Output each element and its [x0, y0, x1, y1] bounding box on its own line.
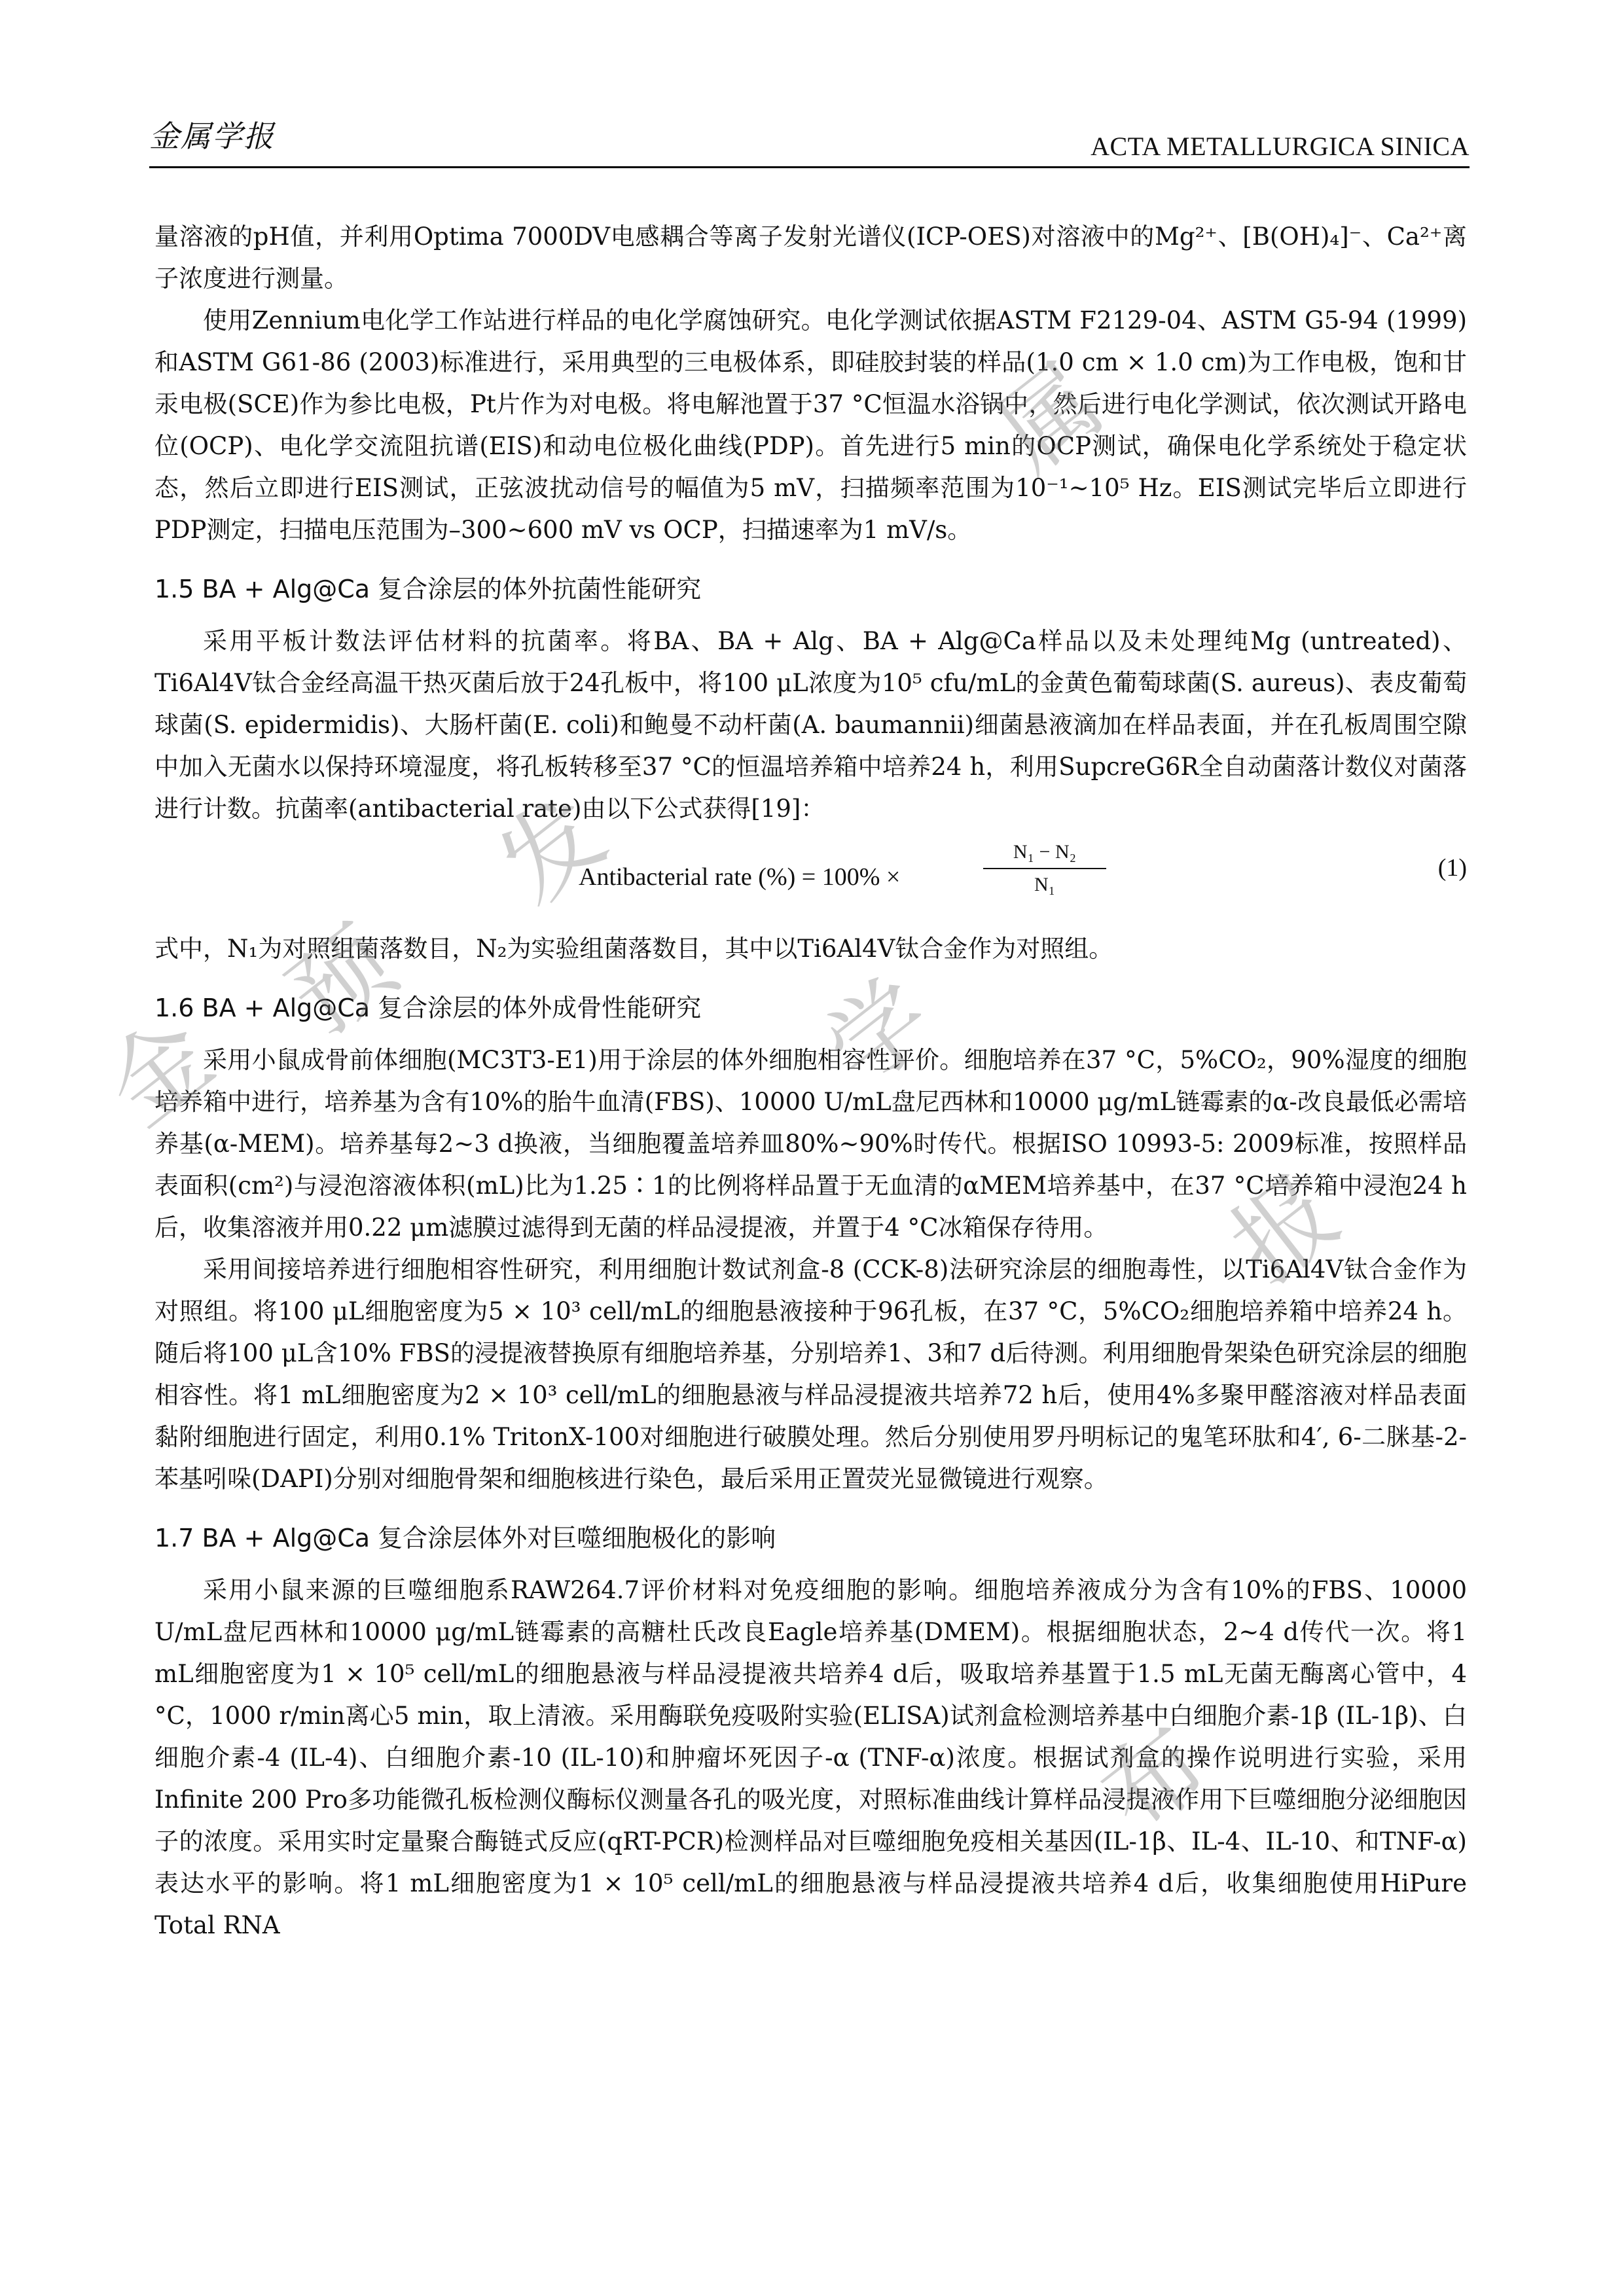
watermark-char: 报: [1211, 1155, 1360, 1305]
paragraph-macrophage: 采用小鼠来源的巨噬细胞系RAW264.7评价材料对免疫细胞的影响。细胞培养液成分为含有10%的FBS、10000 U/mL盘尼西林和10000 μg/mL链霉素的高糖杜氏改良Eagle培养基(DMEM)。根据细胞状态，2~4 d传代一次。将1 mL细胞密度为1 × 10⁵ cell/mL的细胞悬液与样品浸提液共培养4 d后，吸取培养基置于1.5 mL无菌无酶离心管中，4 °C，1000 r/min离心5 min，取上清液。采用酶联免疫吸附实验(ELISA)试剂盒检测培养基中白细胞介素-1β (IL-1β)、白细胞介素-4 (IL-4)、白细胞介素-10 (IL-10)和肿瘤坏死因子-α (TNF-α)浓度。根据试剂盒的操作说明进行实验，采用Infinite 200 Pro多功能微孔板检测仪酶标仪测量各孔的吸光度，对照标准曲线计算样品浸提液作用下巨噬细胞分泌细胞因子的浓度。采用实时定量聚合酶链式反应(qRT-PCR)检测样品对巨噬细胞免疫相关基因(IL-1β、IL-4、IL-10、和TNF-α)表达水平的影响。将1 mL细胞密度为1 × 10⁵ cell/mL的细胞悬液与样品浸提液共培养4 d后，收集细胞使用HiPure Total RNA: [154, 1576, 1467, 1939]
journal-logo: 金属学报: [149, 118, 275, 154]
equation-numerator: N₁ − N₂: [1013, 841, 1077, 863]
watermark-char: 预: [268, 906, 417, 1056]
equation-number: (1): [1437, 854, 1467, 882]
equation-1: [154, 833, 1467, 922]
equation-fraction: [979, 838, 1110, 899]
watermark-char: 布: [1080, 1704, 1229, 1855]
article-body: [154, 216, 1467, 1946]
paragraph-cytocompatibility: 采用间接培养进行细胞相容性研究，利用细胞计数试剂盒-8 (CCK-8)法研究涂层的细胞毒性，以Ti6Al4V钛合金作为对照组。将100 μL细胞密度为5 × 10³ cell/mL的细胞悬液接种于96孔板，在37 °C，5%CO₂细胞培养箱中培养24 h。随后将100 μL含10% FBS的浸提液替换原有细胞培养基，分别培养1、3和7 d后待测。利用细胞骨架染色研究涂层的细胞相容性。将1 mL细胞密度为2 × 10³ cell/mL的细胞悬液与样品浸提液共培养72 h后，使用4%多聚甲醛溶液对样品表面黏附细胞进行固定，利用0.1% TritonX-100对细胞进行破膜处理。然后分别使用罗丹明标记的鬼笔环肽和4′, 6-二脒基-2-苯基吲哚(DAPI)分别对细胞骨架和细胞核进行染色，最后采用正置荧光显微镜进行观察。: [154, 1255, 1467, 1493]
paragraph-equation-explanation: 式中，N₁为对照组菌落数目，N₂为实验组菌落数目，其中以Ti6Al4V钛合金作为对照组。: [154, 935, 1113, 963]
equation-denominator: N₁: [1034, 874, 1056, 895]
equation-lhs: Antibacterial rate (%) = 100% ×: [579, 863, 901, 891]
journal-name: ACTA METALLURGICA SINICA: [1091, 132, 1470, 161]
header-divider: [149, 166, 1470, 168]
section-heading-1-7: 1.7 BA + Alg@Ca 复合涂层体外对巨噬细胞极化的影响: [154, 1524, 776, 1552]
paragraph-continuation: 量溶液的pH值，并利用Optima 7000DV电感耦合等离子发射光谱仪(ICP-OES)对溶液中的Mg²⁺、[B(OH)₄]⁻、Ca²⁺离子浓度进行测量。: [154, 223, 1467, 293]
paragraph-cell-culture: 采用小鼠成骨前体细胞(MC3T3-E1)用于涂层的体外细胞相容性评价。细胞培养在37 °C，5%CO₂，90%湿度的细胞培养箱中进行，培养基为含有10%的胎牛血清(FBS)、10000 U/mL盘尼西林和10000 μg/mL链霉素的α-改良最低必需培养基(α-MEM)。培养基每2~3 d换液，当细胞覆盖培养皿80%~90%时传代。根据ISO 10993-5: 2009标准，按照样品表面积(cm²)与浸泡溶液体积(mL)比为1.25∶1的比例将样品置于无血清的αMEM培养基中，在37 °C培养箱中浸泡24 h后，收集溶液并用0.22 μm滤膜过滤得到无菌的样品浸提液，并置于4 °C冰箱保存待用。: [154, 1046, 1467, 1242]
section-heading-1-6: 1.6 BA + Alg@Ca 复合涂层的体外成骨性能研究: [154, 994, 702, 1022]
watermark-char: 发: [478, 775, 626, 925]
watermark-char: 金: [85, 997, 234, 1148]
paragraph-antibacterial: 采用平板计数法评估材料的抗菌率。将BA、BA + Alg、BA + Alg@Ca样品以及未处理纯Mg (untreated)、Ti6Al4V钛合金经高温干热灭菌后放于24孔板中，将100 μL浓度为10⁵ cfu/mL的金黄色葡萄球菌(S. aureus)、表皮葡萄球菌(S. epidermidis)、大肠杆菌(E. coli)和鲍曼不动杆菌(A. baumannii)细菌悬液滴加在样品表面，并在孔板周围空隙中加入无菌水以保持环境湿度，将孔板转移至37 °C的恒温培养箱中培养24 h，利用SupcreG6R全自动菌落计数仪对菌落进行计数。抗菌率(antibacterial rate)由以下公式获得[19]：: [154, 627, 1467, 823]
paragraph-electrochemistry: 使用Zennium电化学工作站进行样品的电化学腐蚀研究。电化学测试依据ASTM F2129-04、ASTM G5-94 (1999)和ASTM G61-86 (2003)标准进行，采用典型的三电极体系，即硅胶封装的样品(1.0 cm × 1.0 cm)为工作电极，饱和甘汞电极(SCE)作为参比电极，Pt片作为对电极。将电解池置于37 °C恒温水浴锅中，然后进行电化学测试，依次测试开路电位(OCP)、电化学交流阻抗谱(EIS)和动电位极化曲线(PDP)。首先进行5 min的OCP测试，确保电化学系统处于稳定状态，然后立即进行EIS测试，正弦波扰动信号的幅值为5 mV，扫描频率范围为10⁻¹~10⁵ Hz。EIS测试完毕后立即进行PDP测定，扫描电压范围为–300~600 mV vs OCP，扫描速率为1 mV/s。: [154, 306, 1467, 544]
watermark-char: 学: [805, 958, 954, 1109]
watermark-char: 属: [975, 343, 1124, 493]
section-heading-1-5: 1.5 BA + Alg@Ca 复合涂层的体外抗菌性能研究: [154, 575, 702, 603]
fraction-bar: [983, 868, 1106, 869]
